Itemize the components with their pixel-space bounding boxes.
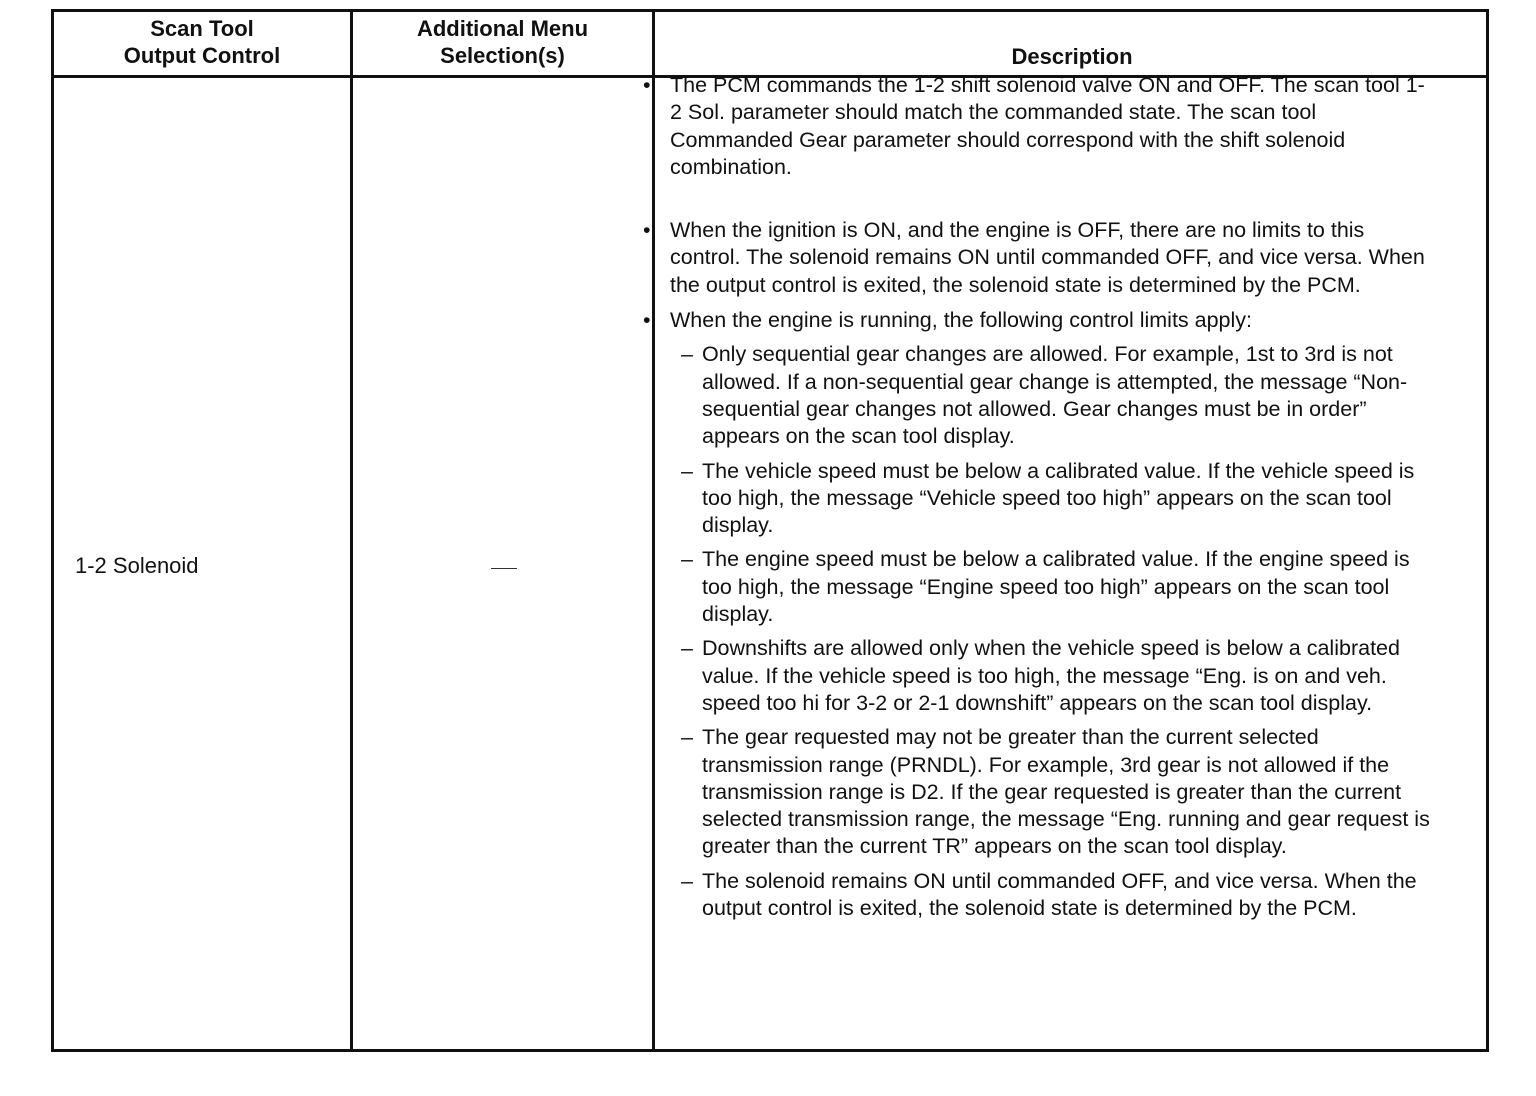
sub-item-text: The engine speed must be below a calibrated value. If the engine speed is too high, the message “Engine speed too high” appears on the scan tool display. [702, 547, 1410, 627]
bullet-item [643, 217, 1433, 299]
column-divider-1 [350, 12, 353, 1049]
sub-item-text: The vehicle speed must be below a calibrated value. If the vehicle speed is too high, the message “Vehicle speed too high” appears on the scan tool display. [702, 458, 1415, 538]
bullet-item [643, 307, 1433, 334]
sub-item-text: The gear requested may not be greater than the current selected transmission range (PRNDL). For example, 3rd gear is not allowed if the transmission range is D2. If the gear requested is greater than the current selected transmission range, the message “Eng. running and gear request is greater than the current TR” appears on the scan tool display. [702, 725, 1430, 859]
dash-icon: – [681, 725, 693, 750]
dash-icon: – [681, 458, 693, 483]
sub-item [643, 868, 1433, 923]
bullet-text: When the engine is running, the following control limits apply: [670, 308, 1253, 333]
menu-selection-dash [491, 568, 517, 569]
sub-item [643, 546, 1433, 628]
bullet-text: When the ignition is ON, and the engine is OFF, there are no limits to this control. The solenoid remains ON until commanded OFF, and vice versa. When the output control is exited, the solenoid state is determined by the PCM. [670, 218, 1425, 297]
header-additional-menu-selections: Additional Menu Selection(s) [416, 16, 589, 68]
sub-item-text: The solenoid remains ON until commanded OFF, and vice versa. When the output control is exited, the solenoid state is determined by the PCM. [702, 868, 1417, 921]
bullet-icon: • [643, 218, 651, 243]
output-control-name: 1-2 Solenoid [75, 553, 199, 578]
dash-icon: – [681, 547, 693, 572]
dash-icon: – [681, 868, 693, 893]
dash-icon: – [681, 342, 693, 367]
sub-item-text: Downshifts are allowed only when the vehicle speed is below a calibrated value. If the vehicle speed is too high, the message “Eng. is on and veh. speed too hi for 3-2 or 2-1 downshift” appears on the scan tool display. [702, 636, 1400, 715]
bullet-text: The PCM commands the 1-2 shift solenoid valve ON and OFF. The scan tool 1-2 Sol. parameter should match the commanded state. The scan tool Commanded Gear parameter should correspond with the shift solenoid combination. [670, 73, 1425, 179]
header-scan-tool-output-control: Scan Tool Output Control [123, 16, 281, 68]
sub-item-text: Only sequential gear changes are allowed. For example, 1st to 3rd is not allowed. If a non-sequential gear change is attempted, the message “Non-sequential gear changes not allowed. Gear changes must be in order” appears on the scan tool display. [702, 342, 1408, 449]
description-cell [643, 72, 1433, 929]
sub-item [643, 458, 1433, 540]
bullet-icon: • [643, 308, 651, 333]
header-description: Description [1011, 44, 1133, 69]
dash-icon: – [681, 636, 693, 661]
bullet-icon: • [643, 73, 651, 97]
sub-item [643, 724, 1433, 860]
sub-item [643, 635, 1433, 717]
bullet-item [643, 72, 1433, 181]
sub-item [643, 341, 1433, 450]
